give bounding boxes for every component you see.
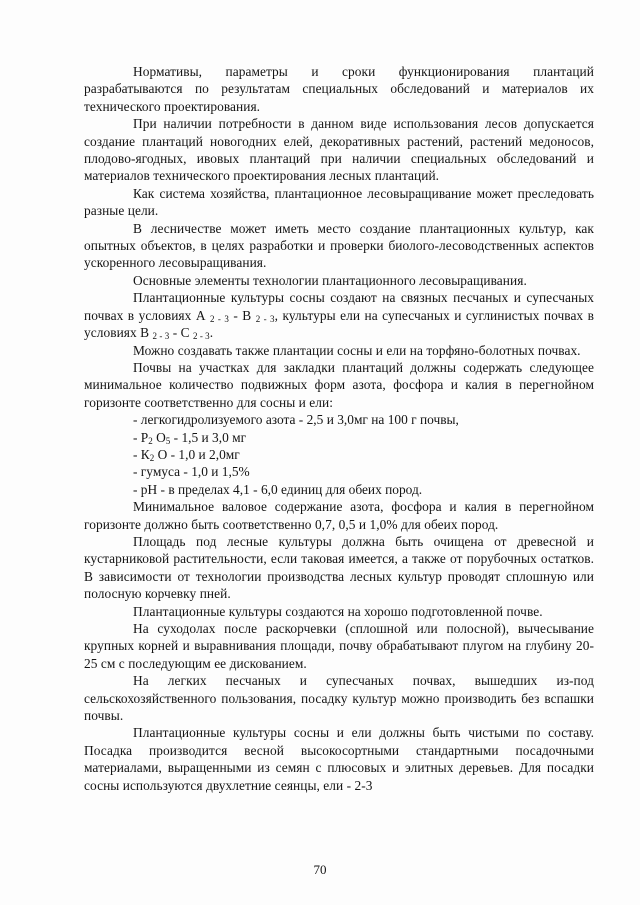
body-text <box>84 63 594 794</box>
list-item: - гумуса - 1,0 и 1,5% <box>133 464 250 480</box>
paragraph: При наличии потребности в данном виде использования лесов допускается создание плантаций новогодних елей, декоративных растений, растений медоносов, плодово-ягодных, ивовых плантаций при наличии специальных обследований и материалов технического проектирования лесных плантаций. <box>84 116 594 184</box>
paragraph: Плантационные культуры создаются на хорошо подготовленной почве. <box>133 603 543 619</box>
paragraph: Нормативы, параметры и сроки функционирования плантаций разрабатываются по результатам специальных обследований и материалов их технического проектирования. <box>84 64 594 114</box>
list-item: - $Р_2$ $О_5 - 1,5$ и 3,0 мг <box>133 429 247 446</box>
paragraph: Плантационные культуры сосны и ели должны быть чистыми по составу. Посадка производится весной высокосортными стандартными посадочными материалами, выращенными из семян с плюсовых и элитных деревьев. Для посадки сосны используются двухлетние сеянцы, ели - 2-3 <box>84 725 594 793</box>
paragraph: Можно создавать также плантации сосны и ели на торфяно-болотных почвах. <box>133 342 581 358</box>
paragraph: В лесничестве может иметь место создание плантационных культур, как опытных объектов, в целях разработки и проверки биолого-лесоводственных аспектов ускоренного лесовыращивания. <box>84 220 594 271</box>
paragraph-soil-conditions: Плантационные культуры сосны создают на связных песчаных и супесчаных почвах в условиях А $_{2 - 3}$ - В $_{2 - 3}$, культуры ели на супесчаных и суглинистых почвах в условиях В $_{2 - 3}$ - С $_{2 - 3}$. <box>84 290 595 342</box>
paragraph: Основные элементы технологии плантационного лесовыращивания. <box>133 272 527 288</box>
paragraph: На легких песчаных и супесчаных почвах, вышедших из-под сельскохозяйственного пользования, посадку культур можно производить без вспашки почвы. <box>84 673 594 724</box>
list-item: - $К_2$ О - 1,0 и 2,0мг <box>133 446 240 463</box>
paragraph: Почвы на участках для закладки плантаций должны содержать следующее минимальное количество подвижных форм азота, фосфора и калия в перегнойном горизонте соответственно для сосны и ели: <box>84 359 594 410</box>
paragraph: Площадь под лесные культуры должна быть очищена от древесной и кустарниковой растительности, если таковая имеется, а также от порубочных остатков. В зависимости от технологии производства лесных культур проводят сплошную или полосную корчевку пней. <box>84 533 594 602</box>
paragraph: На суходолах после раскорчевки (сплошной или полосной), вычесывание крупных корней и выравнивания площади, почву обрабатывают плугом на глубину 20-25 см с последующим ее дискованием. <box>84 621 594 671</box>
page-number: 70 <box>313 862 327 877</box>
list-item: - pH - в пределах 4,1 - 6,0 единиц для обеих пород. <box>133 481 423 497</box>
paragraph: Минимальное валовое содержание азота, фосфора и калия в перегнойном горизонте должно быть соответственно 0,7, 0,5 и 1,0% для обеих пород. <box>84 499 594 532</box>
list-item: - легкогидролизуемого азота - 2,5 и 3,0мг на 100 г почвы, <box>133 412 459 428</box>
paragraph: Как система хозяйства, плантационное лесовыращивание может преследовать разные цели. <box>84 185 594 219</box>
